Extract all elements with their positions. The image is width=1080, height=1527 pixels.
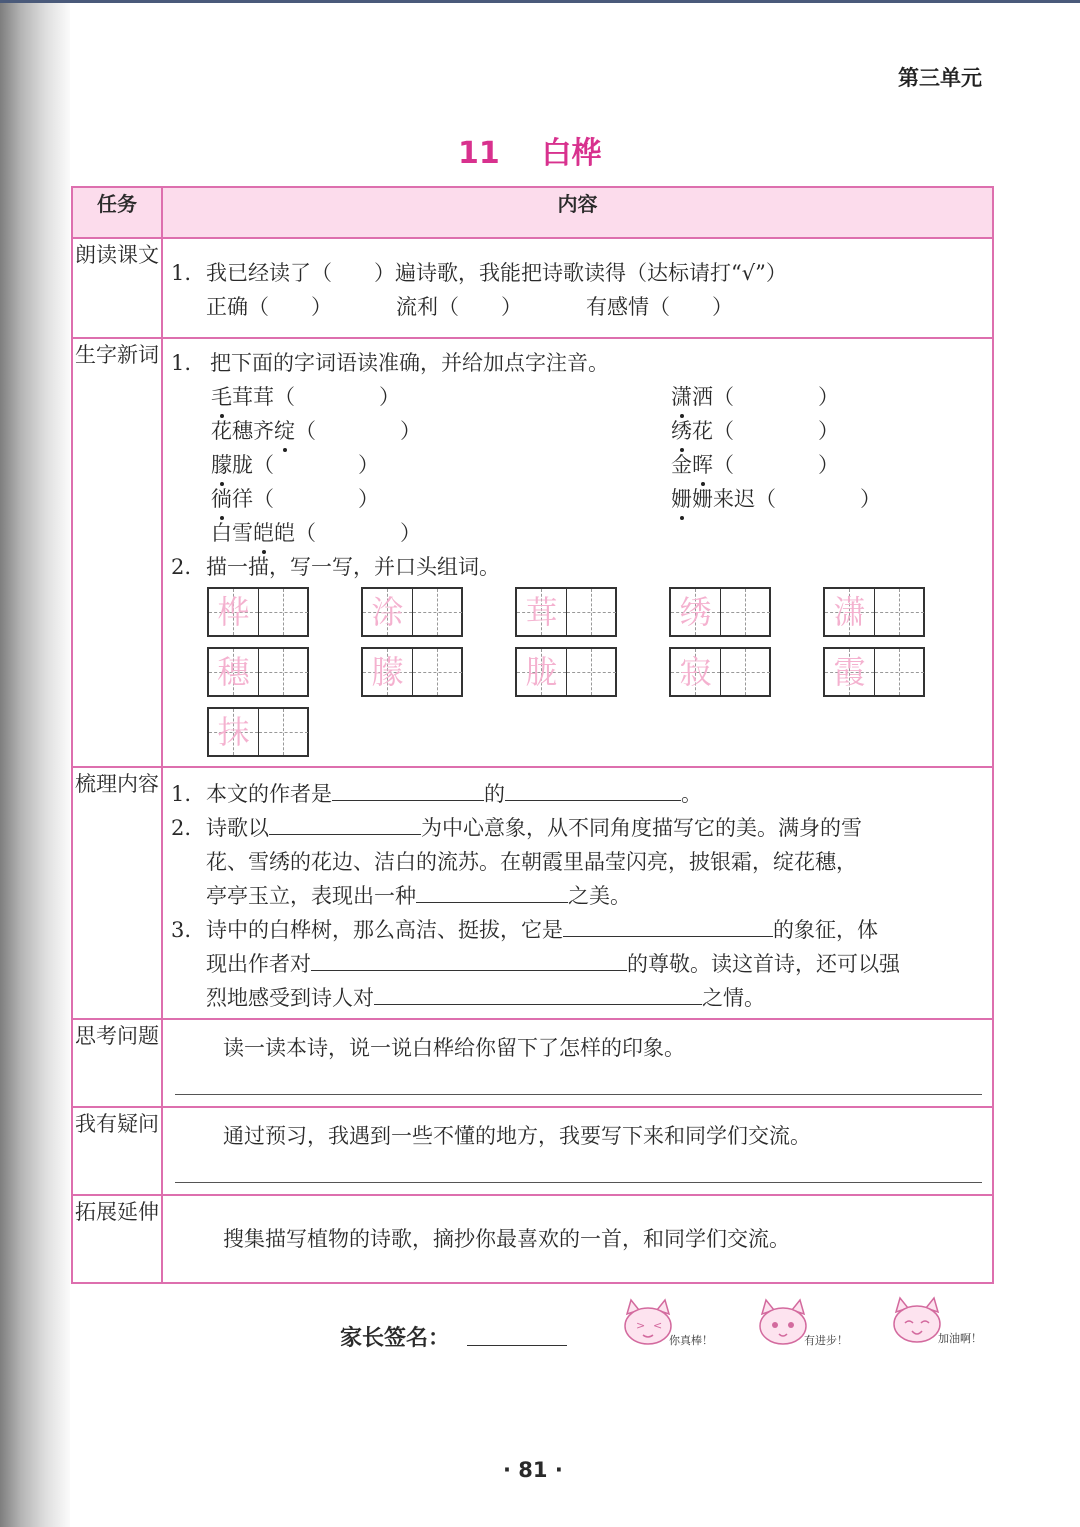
summary-q2	[206, 812, 862, 844]
sticker-caption: 有进步！	[804, 1334, 848, 1347]
blank-image[interactable]	[269, 812, 421, 835]
label-doubt: 我有疑问	[72, 1107, 162, 1195]
blank-author[interactable]	[332, 778, 484, 801]
q-num: 2.	[171, 816, 192, 840]
row-vocab	[72, 338, 993, 767]
trace-grid[interactable]	[823, 587, 925, 637]
blank-feeling[interactable]	[374, 982, 702, 1005]
summary-q3-line3	[206, 982, 765, 1014]
trace-char: 桦	[217, 593, 250, 631]
blank-symbol[interactable]	[563, 914, 773, 937]
reading-option-fluent[interactable]: 流利（ ）	[396, 295, 522, 319]
content-extend	[162, 1195, 993, 1283]
word-item[interactable]: 花穗齐绽（ ）	[211, 415, 421, 447]
table-header-row	[72, 187, 993, 238]
word-item[interactable]: 金晖（ ）	[671, 449, 839, 481]
dotted-char: 潇	[671, 381, 692, 413]
vocab-q1: 把下面的字词语读准确，并给加点字注音。	[210, 351, 609, 375]
svg-text:>: >	[636, 1319, 646, 1332]
summary-q2-line3	[206, 880, 631, 912]
text: 诗歌以	[206, 816, 269, 840]
reading-option-correct[interactable]: 正确（ ）	[206, 295, 332, 319]
text: 。	[681, 782, 702, 806]
answer-line[interactable]	[175, 1182, 982, 1183]
task-table	[71, 186, 994, 1284]
content-vocab	[162, 338, 993, 767]
extend-prompt: 搜集描写植物的诗歌，摘抄你最喜欢的一首，和同学们交流。	[223, 1227, 790, 1251]
trace-grid[interactable]	[207, 647, 309, 697]
dotted-char: 晖	[692, 449, 713, 481]
sticker-caption: 加油啊！	[938, 1332, 982, 1345]
summary-q2-line2: 花、雪绣的花边、洁白的流苏。在朝霞里晶莹闪亮，披银霜，绽花穗，	[206, 850, 857, 874]
dotted-char: 朦	[211, 449, 232, 481]
unit-header: 第三单元	[898, 66, 982, 90]
reading-q1: 我已经读了（ ）遍诗歌，我能把诗歌读得（达标请打“√”）	[206, 261, 787, 285]
parent-signature-line[interactable]	[467, 1345, 567, 1346]
text: 的象征，体	[773, 918, 878, 942]
trace-grid[interactable]	[669, 587, 771, 637]
word-item[interactable]: 绣花（ ）	[671, 415, 839, 447]
text: 之美。	[568, 884, 631, 908]
dotted-char: 绣	[671, 415, 692, 447]
word-item[interactable]: 朦胧（ ）	[211, 449, 379, 481]
content-doubt	[162, 1107, 993, 1195]
text: 现出作者对	[206, 952, 311, 976]
text: 之情。	[702, 986, 765, 1010]
lesson-title-text: 白桦	[541, 136, 602, 171]
page-number: · 81 ·	[503, 1458, 563, 1482]
word-item[interactable]: 姗姗来迟（ ）	[671, 483, 881, 515]
dotted-char: 姗	[671, 483, 692, 515]
blank-respect[interactable]	[311, 948, 627, 971]
text: 诗中的白桦树，那么高洁、挺拔，它是	[206, 918, 563, 942]
word-item[interactable]: 毛茸茸（ ）	[211, 381, 400, 413]
summary-q3	[206, 914, 878, 946]
q-num: 1.	[171, 261, 192, 285]
text: 为中心意象，从不同角度描写它的美。满身的雪	[421, 816, 862, 840]
trace-grid[interactable]	[515, 587, 617, 637]
sticker-cheer	[886, 1294, 982, 1350]
svg-text:<: <	[653, 1319, 663, 1332]
trace-char: 绣	[679, 593, 712, 631]
q-num: 1.	[171, 782, 192, 806]
lesson-number: 11	[458, 136, 500, 171]
row-summary	[72, 767, 993, 1019]
label-summary: 梳理内容	[72, 767, 162, 1019]
word-item[interactable]: 潇洒（ ）	[671, 381, 839, 413]
trace-grid[interactable]	[361, 647, 463, 697]
word-item[interactable]: 徜徉（ ）	[211, 483, 379, 515]
text: 的尊敬。读这首诗，还可以强	[627, 952, 900, 976]
dotted-char: 皑	[253, 517, 274, 549]
dotted-char: 绽	[274, 415, 295, 447]
trace-grid[interactable]	[669, 647, 771, 697]
content-summary	[162, 767, 993, 1019]
col-content-header: 内容	[162, 187, 993, 238]
content-think	[162, 1019, 993, 1107]
label-reading: 朗读课文	[72, 238, 162, 338]
trace-char: 朦	[371, 653, 404, 691]
reading-option-emotion[interactable]: 有感情（ ）	[586, 295, 733, 319]
blank-country[interactable]	[505, 778, 681, 801]
sticker-great	[617, 1296, 713, 1352]
trace-grid[interactable]	[207, 707, 309, 757]
think-prompt: 读一读本诗，说一说白桦给你留下了怎样的印象。	[223, 1036, 685, 1060]
trace-grid[interactable]	[823, 647, 925, 697]
blank-beauty[interactable]	[416, 880, 568, 903]
label-think: 思考问题	[72, 1019, 162, 1107]
book-spine-shadow	[0, 0, 70, 1527]
dotted-char: 毛	[211, 381, 232, 413]
trace-char: 茸	[525, 593, 558, 631]
label-extend: 拓展延伸	[72, 1195, 162, 1283]
doubt-prompt: 通过预习，我遇到一些不懂的地方，我要写下来和同学们交流。	[223, 1124, 811, 1148]
answer-line[interactable]	[175, 1094, 982, 1095]
trace-grid[interactable]	[361, 587, 463, 637]
text: 烈地感受到诗人对	[206, 986, 374, 1010]
row-reading	[72, 238, 993, 338]
trace-char: 潇	[833, 593, 866, 631]
lesson-title	[458, 128, 602, 172]
trace-char: 涂	[371, 593, 404, 631]
summary-q3-line2	[206, 948, 900, 980]
word-item[interactable]: 白雪皑皑（ ）	[211, 517, 421, 549]
summary-q1	[206, 778, 702, 810]
q-num: 2.	[171, 555, 192, 579]
trace-char: 胧	[525, 653, 558, 691]
parent-signature-label: 家长签名：	[340, 1326, 451, 1351]
trace-grid[interactable]	[207, 587, 309, 637]
content-reading	[162, 238, 993, 338]
q-num: 3.	[171, 918, 192, 942]
trace-char: 抹	[217, 713, 250, 751]
row-extend	[72, 1195, 993, 1283]
sticker-caption: 你真棒！	[669, 1334, 713, 1347]
label-vocab: 生字新词	[72, 338, 162, 767]
trace-char: 穗	[217, 653, 250, 691]
trace-grid[interactable]	[515, 647, 617, 697]
row-think	[72, 1019, 993, 1107]
text: 亭亭玉立，表现出一种	[206, 884, 416, 908]
sticker-progress	[752, 1296, 848, 1352]
vocab-q2: 描一描，写一写，并口头组词。	[206, 555, 500, 579]
row-doubt	[72, 1107, 993, 1195]
q-num: 1.	[171, 351, 192, 375]
trace-char: 霞	[833, 653, 866, 691]
text: 本文的作者是	[206, 782, 332, 806]
text: 的	[484, 782, 505, 806]
trace-char: 寂	[679, 653, 712, 691]
top-border	[0, 0, 1080, 3]
dotted-char: 徜	[211, 483, 232, 515]
col-task-header: 任务	[72, 187, 162, 238]
